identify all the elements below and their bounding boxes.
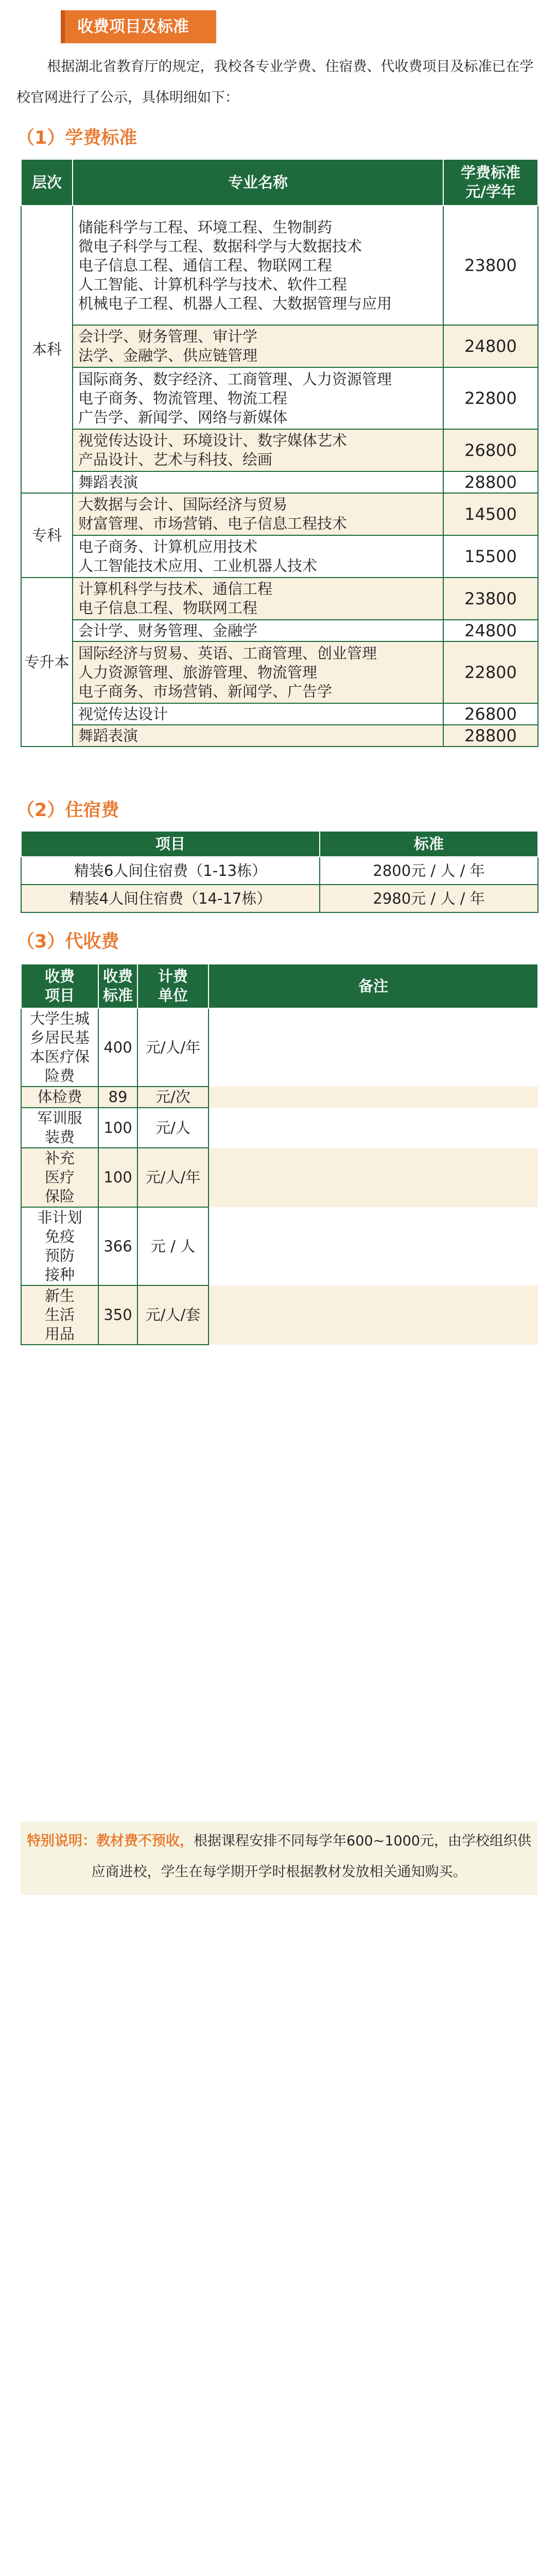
major-cell: 会计学、财务管理、审计学 法学、金融学、供应链管理	[73, 325, 443, 367]
tuition-row	[21, 725, 538, 747]
agency-standard: 100	[98, 1108, 137, 1148]
fee-cell: 28800	[443, 725, 538, 747]
agency-unit: 元/人/年	[137, 1008, 208, 1087]
fee-cell: 22800	[443, 641, 538, 703]
fee-cell: 28800	[443, 471, 538, 493]
fee-cell: 22800	[443, 367, 538, 429]
level-cell: 专升本	[21, 578, 73, 747]
fee-cell: 15500	[443, 535, 538, 578]
agency-unit: 元/人/套	[137, 1285, 208, 1345]
fee-cell: 14500	[443, 493, 538, 535]
special-note	[21, 1822, 537, 1895]
tuition-row	[21, 325, 538, 367]
agency-standard: 89	[98, 1087, 137, 1108]
major-cell: 国际商务、数字经济、工商管理、人力资源管理 电子商务、物流管理、物流工程 广告学、新闻学、网络与新媒体	[73, 367, 443, 429]
dorm-table	[21, 831, 538, 913]
section-tag: 收费项目及标准	[61, 10, 216, 43]
agency-table	[21, 963, 538, 1345]
fee-cell: 23800	[443, 578, 538, 620]
major-cell: 舞蹈表演	[73, 471, 443, 493]
major-cell: 大数据与会计、国际经济与贸易 财富管理、市场营销、电子信息工程技术	[73, 493, 443, 535]
tuition-row	[21, 535, 538, 578]
header-level: 层次	[21, 159, 73, 206]
major-cell: 储能科学与工程、环境工程、生物制药 微电子科学与工程、数据科学与大数据技术 电子信息工程、通信工程、物联网工程 人工智能、计算机科学与技术、软件工程 机械电子工程、机器人工程、大数据管理与应用	[73, 206, 443, 325]
fee-cell: 24800	[443, 325, 538, 367]
agency-row	[21, 1008, 538, 1087]
agency-item: 大学生城 乡居民基 本医疗保 险费	[21, 1008, 98, 1087]
agency-item: 非计划 免疫 预防 接种	[21, 1207, 98, 1285]
tuition-row	[21, 578, 538, 620]
intro-paragraph: 根据湖北省教育厅的规定，我校各专业学费、住宿费、代收费项目及标准已在学校官网进行了公示，具体明细如下：	[16, 59, 534, 106]
major-cell: 视觉传达设计、环境设计、数字媒体艺术 产品设计、艺术与科技、绘画	[73, 429, 443, 471]
agency-row	[21, 1087, 538, 1108]
major-cell: 计算机科学与技术、通信工程 电子信息工程、物联网工程	[73, 578, 443, 620]
agency-row	[21, 1108, 538, 1148]
agency-title: （3）代收费	[16, 931, 119, 952]
agency-unit: 元/人	[137, 1108, 208, 1148]
agency-standard: 366	[98, 1207, 137, 1285]
major-cell: 会计学、财务管理、金融学	[73, 620, 443, 641]
agency-standard: 100	[98, 1148, 137, 1207]
dorm-title: （2）住宿费	[16, 800, 119, 821]
tuition-row	[21, 429, 538, 471]
header-item: 收费 项目	[21, 964, 98, 1008]
dorm-standard: 2980元 / 人 / 年	[320, 885, 538, 912]
dorm-item: 精装4人间住宿费（14-17栋）	[21, 885, 320, 912]
tuition-row	[21, 367, 538, 429]
agency-unit: 元/人/年	[137, 1148, 208, 1207]
header-item: 项目	[21, 831, 320, 857]
agency-unit: 元/次	[137, 1087, 208, 1108]
fee-cell: 24800	[443, 620, 538, 641]
header-fee: 学费标准 元/学年	[443, 159, 538, 206]
special-label: 特别说明：	[27, 1833, 97, 1849]
agency-row	[21, 1285, 538, 1345]
tuition-row	[21, 493, 538, 535]
header-standard: 标准	[320, 831, 538, 857]
agency-item: 体检费	[21, 1087, 98, 1108]
dorm-standard: 2800元 / 人 / 年	[320, 857, 538, 885]
special-bold: 教材费不预收，	[96, 1833, 194, 1849]
major-cell: 电子商务、计算机应用技术 人工智能技术应用、工业机器人技术	[73, 535, 443, 578]
agency-unit: 元 / 人	[137, 1207, 208, 1285]
major-cell: 国际经济与贸易、英语、工商管理、创业管理 人力资源管理、旅游管理、物流管理 电子商务、市场营销、新闻学、广告学	[73, 641, 443, 703]
tuition-row	[21, 471, 538, 493]
tuition-row	[21, 641, 538, 703]
tuition-table	[21, 159, 538, 747]
fee-cell: 23800	[443, 206, 538, 325]
agency-standard: 350	[98, 1285, 137, 1345]
tuition-title: （1）学费标准	[16, 128, 137, 148]
header-remark: 备注	[208, 964, 538, 1008]
major-cell: 视觉传达设计	[73, 703, 443, 725]
header-major: 专业名称	[73, 159, 443, 206]
special-text: 根据课程安排不同每学年600~1000元，由学校组织供应商进校，学生在每学期开学时根据教材发放相关通知购买。	[91, 1833, 531, 1880]
fee-cell: 26800	[443, 703, 538, 725]
dorm-item: 精装6人间住宿费（1-13栋）	[21, 857, 320, 885]
agency-item: 补充 医疗 保险	[21, 1148, 98, 1207]
agency-row	[21, 1207, 538, 1285]
agency-item: 新生 生活 用品	[21, 1285, 98, 1345]
header-unit: 计费 单位	[137, 964, 208, 1008]
tuition-row	[21, 206, 538, 325]
agency-standard: 400	[98, 1008, 137, 1087]
tuition-row	[21, 703, 538, 725]
agency-row	[21, 1148, 538, 1207]
fee-cell: 26800	[443, 429, 538, 471]
agency-item: 军训服 装费	[21, 1108, 98, 1148]
header-standard: 收费 标准	[98, 964, 137, 1008]
major-cell: 舞蹈表演	[73, 725, 443, 747]
level-cell: 专科	[21, 493, 73, 578]
level-cell: 本科	[21, 206, 73, 493]
tuition-row	[21, 620, 538, 641]
